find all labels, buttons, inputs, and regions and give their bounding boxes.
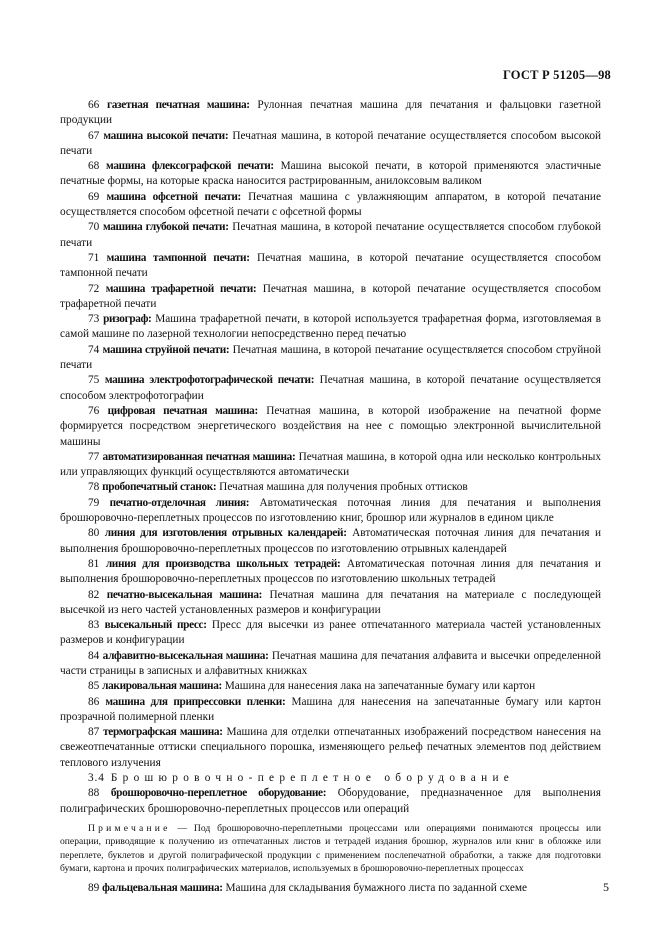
term-entry bbox=[60, 282, 601, 313]
entry-term: машина высокой печати: bbox=[103, 129, 229, 142]
term-entry bbox=[60, 618, 601, 649]
entry-term: печатно-отделочная линия: bbox=[109, 496, 250, 509]
entry-definition: Печатная машина, в которой изображение на печатной форме формируется посредством энергетического воздействия на нее с помощью электронной вычислительной машины bbox=[60, 404, 601, 448]
term-entry bbox=[60, 881, 601, 896]
term-entry bbox=[60, 695, 601, 726]
term-entry bbox=[60, 526, 601, 557]
section-number: 3.4 bbox=[88, 772, 105, 785]
entry-definition: Автоматическая поточная линия для печатания и выполнения брошюровочно-переплетных процессов по изготовлению отрывных календарей bbox=[60, 527, 601, 555]
term-entry bbox=[60, 190, 601, 221]
entry-term: пробопечатный станок: bbox=[102, 481, 217, 494]
entry-number: 76 bbox=[88, 404, 100, 417]
entry-definition: Оборудование, предназначенное для выполнения полиграфических брошюровочно-переплетных процессов или операций bbox=[60, 787, 601, 815]
term-entry bbox=[60, 129, 601, 160]
section-heading bbox=[60, 771, 601, 786]
term-entry bbox=[60, 649, 601, 680]
term-entry bbox=[60, 343, 601, 374]
entry-definition: Машина для складывания бумажного листа по заданной схеме bbox=[225, 881, 528, 894]
entry-number: 85 bbox=[88, 680, 100, 693]
entry-term: газетная печатная машина: bbox=[106, 99, 250, 111]
term-entry bbox=[60, 557, 601, 588]
entry-number: 67 bbox=[88, 129, 100, 142]
note bbox=[60, 822, 601, 876]
entry-term: линия для изготовления отрывных календарей: bbox=[104, 527, 347, 540]
entry-definition: Печатная машина, в которой печатание осуществляется способом трафаретной печати bbox=[60, 282, 602, 310]
entry-definition: Печатная машина, в которой одна или несколько контрольных или управляющих функций осуществляются автоматически bbox=[60, 450, 601, 479]
entry-term: машина тампонной печати: bbox=[106, 251, 250, 264]
entry-term: ризограф: bbox=[103, 313, 152, 326]
term-entry bbox=[60, 450, 601, 481]
entry-definition: Машина высокой печати, в которой применяются эластичные печатные формы, на которые краска наносится растрированным, анилоксовым валиком bbox=[60, 160, 601, 188]
entry-number: 71 bbox=[88, 251, 100, 264]
document-body bbox=[60, 98, 601, 896]
entry-term: машина для припрессовки пленки: bbox=[105, 695, 286, 708]
entry-definition: Печатная машина для печатания на материале с последующей высечкой из него частей установленных размеров и конфигурации bbox=[60, 588, 601, 616]
term-entry bbox=[60, 480, 601, 495]
term-entry bbox=[60, 98, 601, 129]
entry-number: 69 bbox=[88, 190, 100, 203]
entry-term: брошюровочно-переплетное оборудование: bbox=[110, 787, 327, 800]
entry-term: фальцевальная машина: bbox=[102, 881, 223, 894]
entry-number: 89 bbox=[88, 881, 100, 894]
entry-term: линия для производства школьных тетрадей: bbox=[105, 557, 341, 570]
term-entry bbox=[60, 588, 601, 619]
note-text: — Под брошюровочно-переплетными процессами или операциями понимаются процессы или операции, приводящие к получению из отпечатанных листов и тетрадей издания брошюр, журналов или книг в обложке или переплете, буклетов и другой полиграфической продукции с применением послепечатной обработки, а также для подготовки бумаги, картона и прочих полиграфических материалов, используемых в брошюровочно-переплетных процессах bbox=[60, 822, 601, 875]
entry-number: 79 bbox=[88, 496, 100, 509]
entry-number: 83 bbox=[88, 619, 100, 632]
term-entry bbox=[60, 786, 601, 817]
term-entry bbox=[60, 496, 601, 527]
term-entry bbox=[60, 679, 601, 694]
term-entry bbox=[60, 373, 601, 404]
entry-term: высекальный пресс: bbox=[104, 619, 207, 632]
entry-definition: Печатная машина, в которой печатание осуществляется способом электрофотографии bbox=[60, 374, 601, 402]
entry-number: 68 bbox=[88, 160, 100, 173]
note-label: Примечание bbox=[88, 822, 171, 834]
entry-definition: Машина для отделки отпечатанных изображений посредством нанесения на свежеотпечатанные оттиски специального порошка, изменяющего рельеф печатных элементов под действием теплового излучения bbox=[60, 726, 602, 769]
section-title: Брошюровочно-переплетное оборудование bbox=[110, 772, 515, 785]
entry-number: 84 bbox=[88, 649, 100, 662]
entry-number: 86 bbox=[88, 695, 100, 708]
document-header: ГОСТ Р 51205—98 bbox=[502, 68, 611, 82]
entry-number: 81 bbox=[88, 557, 100, 570]
entry-definition: Печатная машина для печатания алфавита и высечки определенной части страницы в записных и алфавитных книжках bbox=[60, 649, 602, 677]
term-entry bbox=[60, 220, 601, 251]
entry-definition: Автоматическая поточная линия для печатания и выполнения брошюровочно-переплетных процессов по изготовлению школьных тетрадей bbox=[60, 557, 601, 586]
entry-definition: Автоматическая поточная линия для печатания и выполнения брошюровочно-переплетных процессов по изготовлению книг, брошюр или журналов в едином цикле bbox=[60, 496, 601, 525]
term-entry bbox=[60, 159, 601, 190]
entry-number: 74 bbox=[88, 343, 100, 356]
term-list bbox=[60, 98, 601, 771]
entry-definition: Печатная машина, в которой печатание осуществляется способом тампонной печати bbox=[60, 251, 602, 280]
entry-number: 77 bbox=[88, 450, 100, 463]
entry-number: 87 bbox=[88, 726, 100, 739]
entry-definition: Печатная машина, в которой печатание осуществляется способом высокой печати bbox=[60, 129, 602, 157]
entry-number: 70 bbox=[88, 221, 100, 234]
page-number: 5 bbox=[603, 880, 609, 894]
entry-term: машина флексографской печати: bbox=[106, 160, 274, 173]
entry-definition: Печатная машина, в которой печатание осуществляется способом струйной печати bbox=[60, 343, 601, 372]
entry-number: 78 bbox=[88, 481, 100, 494]
term-entry bbox=[60, 404, 601, 450]
entry-definition: Машина для нанесения на запечатанные бумагу или картон прозрачной полимерной пленки bbox=[60, 695, 601, 723]
entry-number: 80 bbox=[88, 527, 100, 540]
entry-number: 72 bbox=[88, 282, 100, 295]
entry-definition: Машина трафаретной печати, в которой используется трафаретная форма, изготовляемая в самой машине по лазерной технологии непосредственно перед печатью bbox=[60, 313, 601, 341]
entry-definition: Рулонная печатная машина для печатания и фальцовки газетной продукции bbox=[60, 99, 601, 127]
entry-number: 73 bbox=[88, 313, 100, 326]
term-entry bbox=[60, 725, 601, 771]
entry-term: машина офсетной печати: bbox=[106, 190, 241, 203]
entry-number: 88 bbox=[88, 787, 100, 800]
entry-term: машина электрофотографической печати: bbox=[104, 374, 315, 387]
entry-number: 66 bbox=[88, 99, 100, 111]
term-entry bbox=[60, 251, 601, 282]
entry-definition: Пресс для высечки из ранее отпечатанного материала частей установленных размеров и конфигурации bbox=[60, 619, 602, 647]
entry-term: машина трафаретной печати: bbox=[105, 282, 257, 295]
entry-term: машина струйной печати: bbox=[102, 343, 230, 356]
entry-term: алфавитно-высекальная машина: bbox=[102, 649, 269, 662]
entry-term: печатно-высекальная машина: bbox=[106, 588, 263, 601]
entry-definition: Печатная машина, в которой печатание осуществляется способом глубокой печати bbox=[60, 221, 602, 249]
entry-definition: Печатная машина с увлажняющим аппаратом, в которой печатание осуществляется способом офсетной печати с офсетной формы bbox=[60, 190, 601, 219]
entry-definition: Печатная машина для получения пробных оттисков bbox=[219, 481, 468, 494]
entry-term: термографская машина: bbox=[103, 726, 223, 739]
entry-term: цифровая печатная машина: bbox=[107, 404, 258, 417]
entry-number: 75 bbox=[88, 374, 100, 387]
entry-term: машина глубокой печати: bbox=[102, 221, 229, 234]
entry-definition: Машина для нанесения лака на запечатанные бумагу или картон bbox=[224, 680, 536, 693]
term-entry bbox=[60, 312, 601, 343]
entry-number: 82 bbox=[88, 588, 100, 601]
entry-term: лакировальная машина: bbox=[102, 680, 222, 693]
entry-term: автоматизированная печатная машина: bbox=[102, 450, 296, 463]
